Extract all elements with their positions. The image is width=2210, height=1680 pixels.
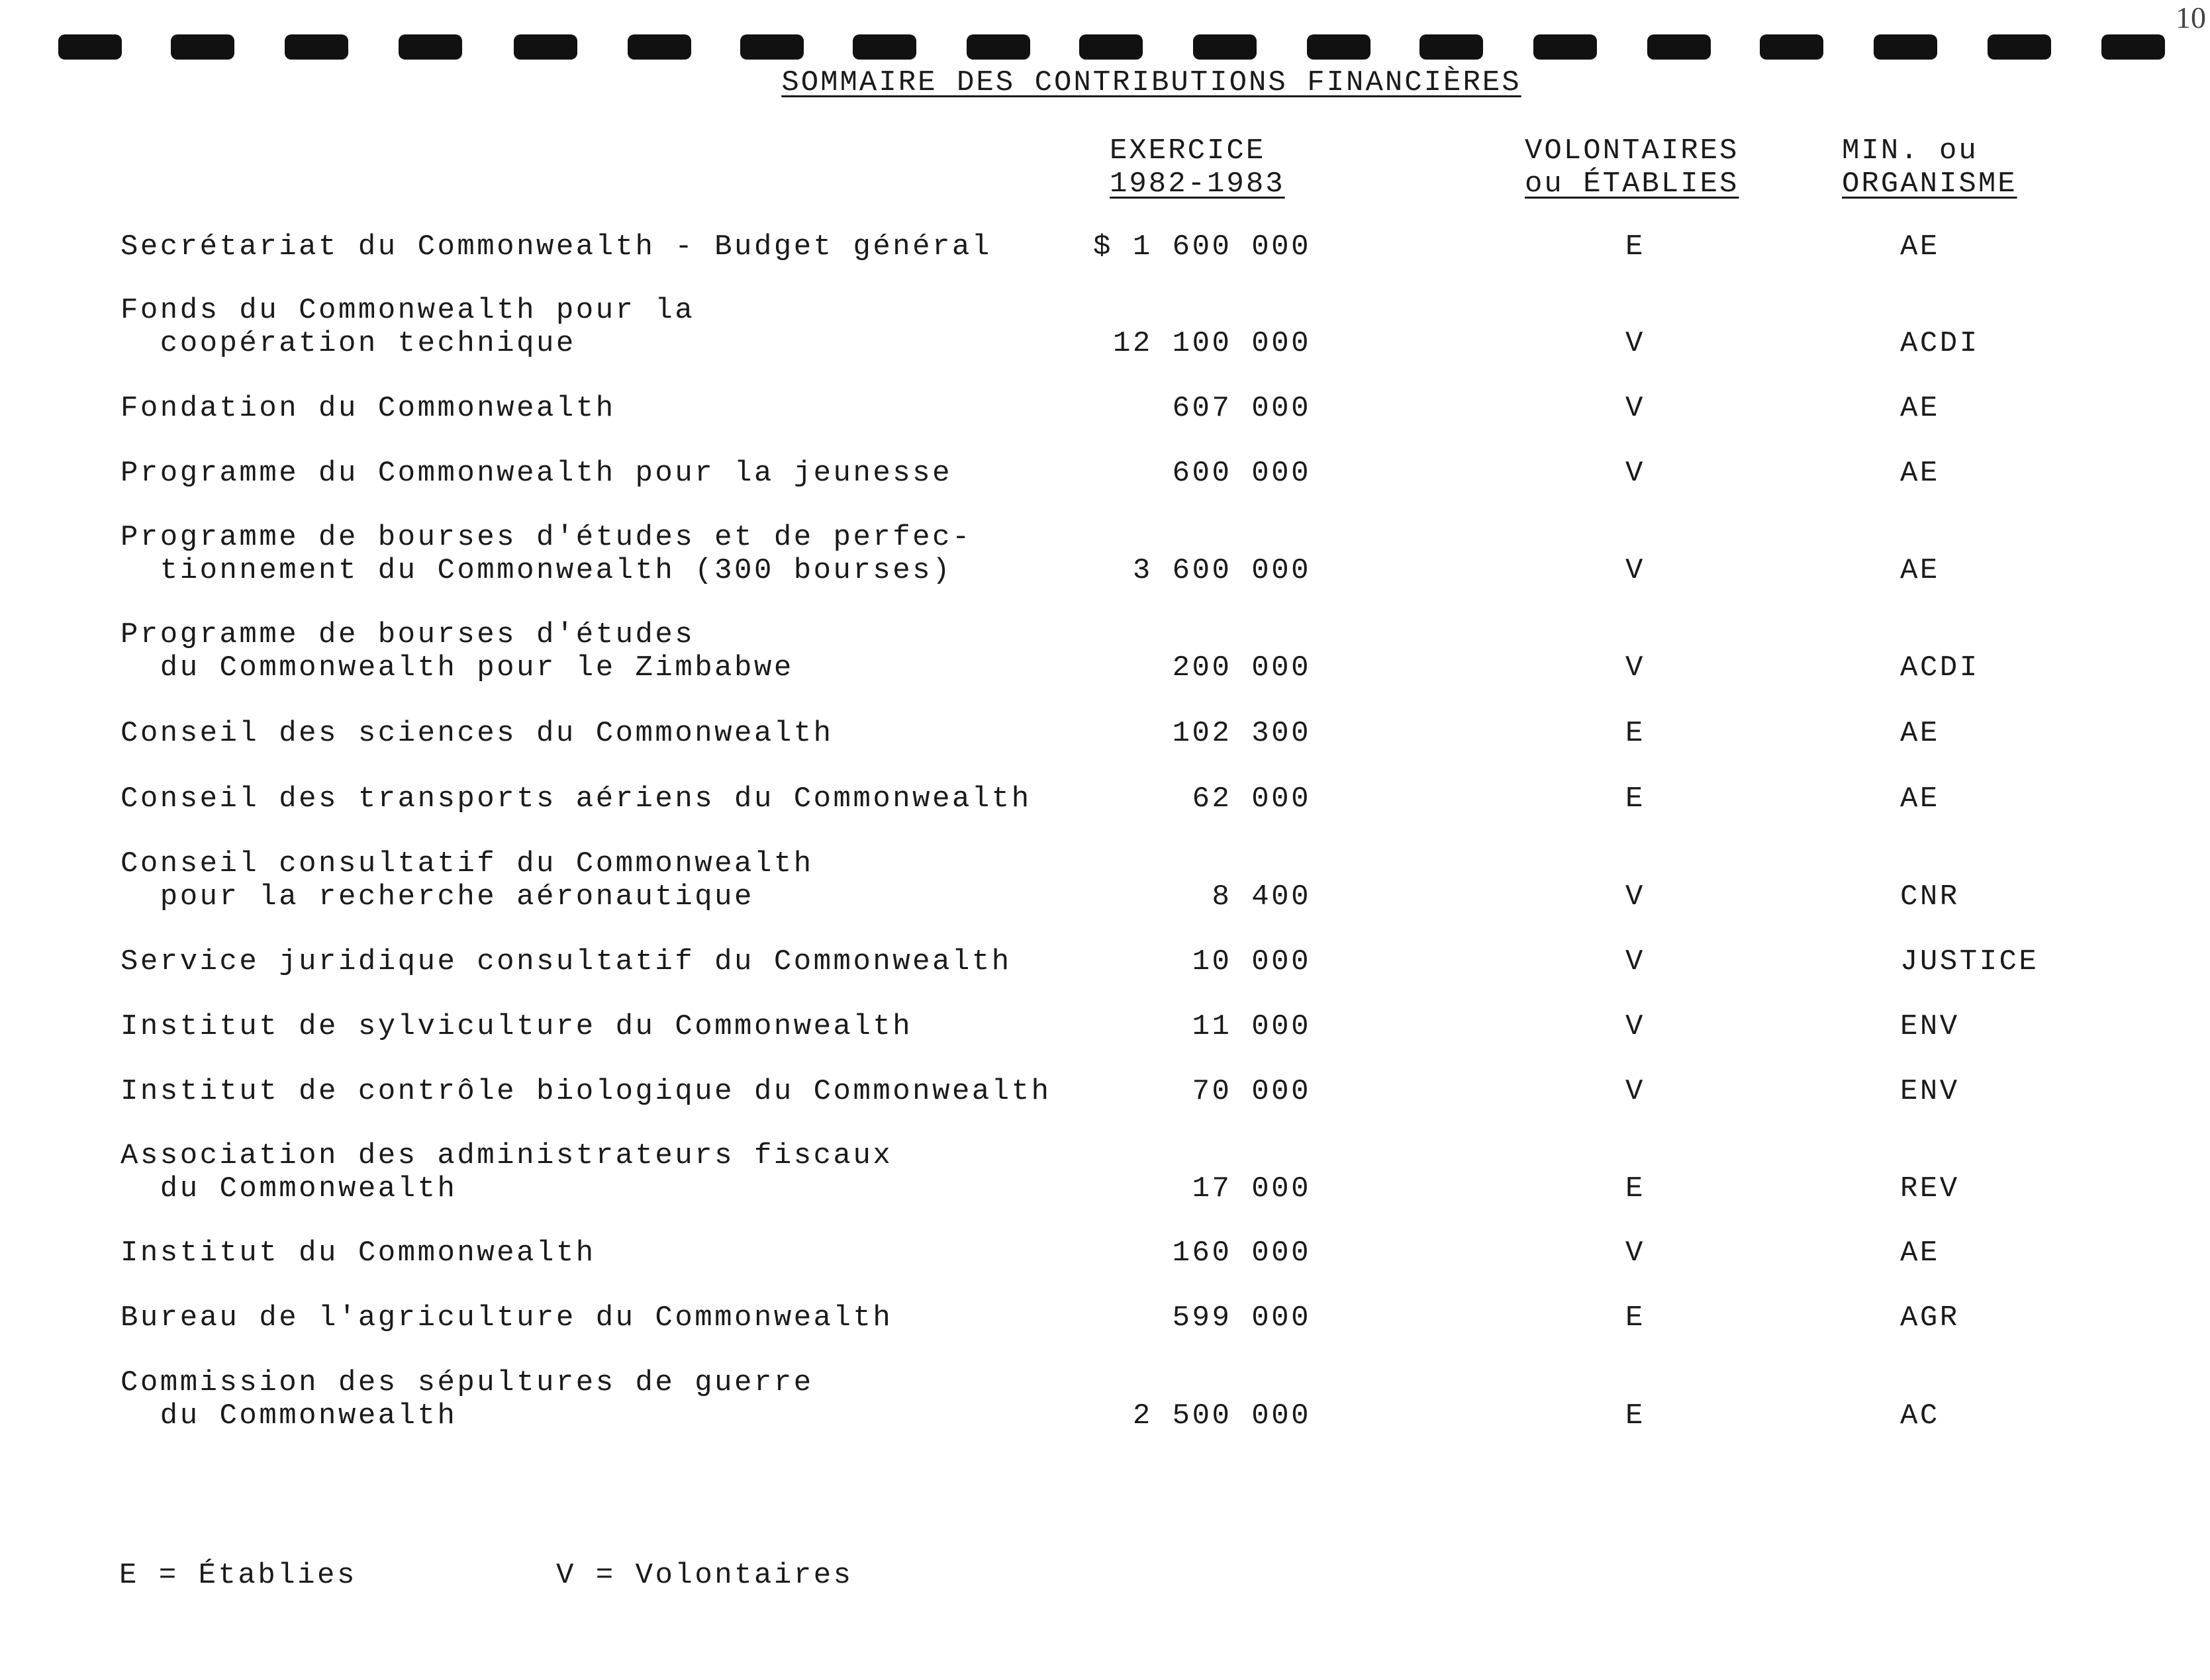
row-org: AE (1900, 230, 1940, 263)
row-type: V (1625, 392, 1645, 425)
header-type-line2: ou ÉTABLIES (1525, 167, 1739, 201)
row-type: E (1625, 717, 1645, 750)
row-amount: 599 000 (1172, 1301, 1311, 1334)
row-name: Commission des sépultures de guerre du Commonwealth (120, 1366, 814, 1432)
row-amount: 11 000 (1192, 1010, 1311, 1043)
row-amount: 17 000 (1192, 1172, 1311, 1205)
row-type: E (1625, 1301, 1645, 1334)
row-type: E (1625, 230, 1645, 263)
row-amount: 3 600 000 (1132, 554, 1311, 587)
row-amount: 160 000 (1172, 1237, 1311, 1270)
row-amount: 10 000 (1192, 945, 1311, 978)
perforation-mark (967, 34, 1030, 60)
row-org: AGR (1900, 1301, 1960, 1334)
perforation-mark (1419, 34, 1483, 60)
row-type: V (1625, 1237, 1645, 1270)
row-name: Institut de contrôle biologique du Commonwealth (120, 1075, 1051, 1108)
row-amount: 102 300 (1172, 717, 1311, 750)
perforation-mark (740, 34, 804, 60)
perforation-mark (1193, 34, 1257, 60)
row-name: Conseil des sciences du Commonwealth (120, 717, 834, 750)
row-org: AE (1900, 717, 1940, 750)
row-amount: 200 000 (1172, 651, 1311, 684)
row-name: Institut de sylviculture du Commonwealth (120, 1010, 913, 1043)
row-name: Secrétariat du Commonwealth - Budget général (120, 230, 992, 263)
row-amount: 12 100 000 (1112, 327, 1311, 360)
row-type: V (1625, 457, 1645, 490)
row-amount: 62 000 (1192, 782, 1311, 816)
row-name: Association des administrateurs fiscaux du Commonwealth (120, 1139, 893, 1205)
perforation-strip (0, 0, 2210, 73)
row-name: Bureau de l'agriculture du Commonwealth (120, 1301, 893, 1334)
row-org: ENV (1900, 1010, 1960, 1043)
perforation-mark (1988, 34, 2051, 60)
row-name: Fonds du Commonwealth pour la coopération technique (120, 294, 695, 360)
page-title-text: SOMMAIRE DES CONTRIBUTIONS FINANCIÈRES (781, 66, 1521, 99)
row-type: V (1625, 327, 1645, 360)
header-exercice-line2: 1982-1983 (1110, 167, 1285, 201)
row-type: V (1625, 1075, 1645, 1108)
row-org: CNR (1900, 880, 1960, 913)
perforation-mark (1079, 34, 1143, 60)
perforation-mark (514, 34, 577, 60)
row-type: E (1625, 782, 1645, 816)
row-type: V (1625, 554, 1645, 587)
perforation-mark (1874, 34, 1937, 60)
row-amount: 607 000 (1172, 392, 1311, 425)
perforation-mark (1760, 34, 1823, 60)
row-type: E (1625, 1399, 1645, 1432)
row-org: AC (1900, 1399, 1940, 1432)
header-org-line1: MIN. ou (1842, 134, 1978, 167)
row-amount: 2 500 000 (1132, 1399, 1311, 1432)
row-name: Programme de bourses d'études du Commonwealth pour le Zimbabwe (120, 618, 794, 684)
row-org: JUSTICE (1900, 945, 2039, 978)
row-org: REV (1900, 1172, 1960, 1205)
perforation-mark (853, 34, 916, 60)
page-number: 10 (2176, 1, 2206, 34)
perforation-mark (1307, 34, 1370, 60)
header-exercice (1110, 134, 1285, 201)
row-org: AE (1900, 457, 1940, 490)
row-name: Service juridique consultatif du Commonwealth (120, 945, 1012, 978)
row-amount: 70 000 (1192, 1075, 1311, 1108)
row-name: Institut du Commonwealth (120, 1237, 596, 1270)
legend-etablies: E = Établies (119, 1559, 357, 1592)
row-type: V (1625, 651, 1645, 684)
row-org: AE (1900, 782, 1940, 816)
row-amount: 8 400 (1212, 880, 1311, 913)
row-amount: 600 000 (1172, 457, 1311, 490)
perforation-mark (628, 34, 691, 60)
perforation-mark (1647, 34, 1711, 60)
row-name: Programme de bourses d'études et de perfec- tionnement du Commonwealth (300 bourses) (120, 521, 972, 587)
header-org-line2: ORGANISME (1842, 167, 2017, 201)
row-name: Conseil consultatif du Commonwealth pour la recherche aéronautique (120, 847, 814, 913)
row-org: ENV (1900, 1075, 1960, 1108)
page-title (46, 66, 2210, 99)
row-org: AE (1900, 554, 1940, 587)
row-type: V (1625, 945, 1645, 978)
row-org: ACDI (1900, 327, 1980, 360)
row-type: E (1625, 1172, 1645, 1205)
header-exercice-line1: EXERCICE (1110, 134, 1266, 167)
row-type: V (1625, 1010, 1645, 1043)
row-org: AE (1900, 392, 1940, 425)
perforation-mark (171, 34, 234, 60)
row-org: AE (1900, 1237, 1940, 1270)
perforation-mark (2101, 34, 2165, 60)
row-name: Fondation du Commonwealth (120, 392, 616, 425)
row-name: Programme du Commonwealth pour la jeunesse (120, 457, 952, 490)
header-type-line1: VOLONTAIRES (1525, 134, 1739, 167)
perforation-mark (58, 34, 122, 60)
row-type: V (1625, 880, 1645, 913)
header-type (1525, 134, 1739, 201)
header-org (1842, 134, 2017, 201)
perforation-mark (285, 34, 348, 60)
legend-volontaires: V = Volontaires (556, 1559, 853, 1592)
perforation-mark (399, 34, 462, 60)
row-org: ACDI (1900, 651, 1980, 684)
row-amount: $ 1 600 000 (1093, 230, 1311, 263)
row-name: Conseil des transports aériens du Commonwealth (120, 782, 1032, 816)
perforation-mark (1533, 34, 1597, 60)
